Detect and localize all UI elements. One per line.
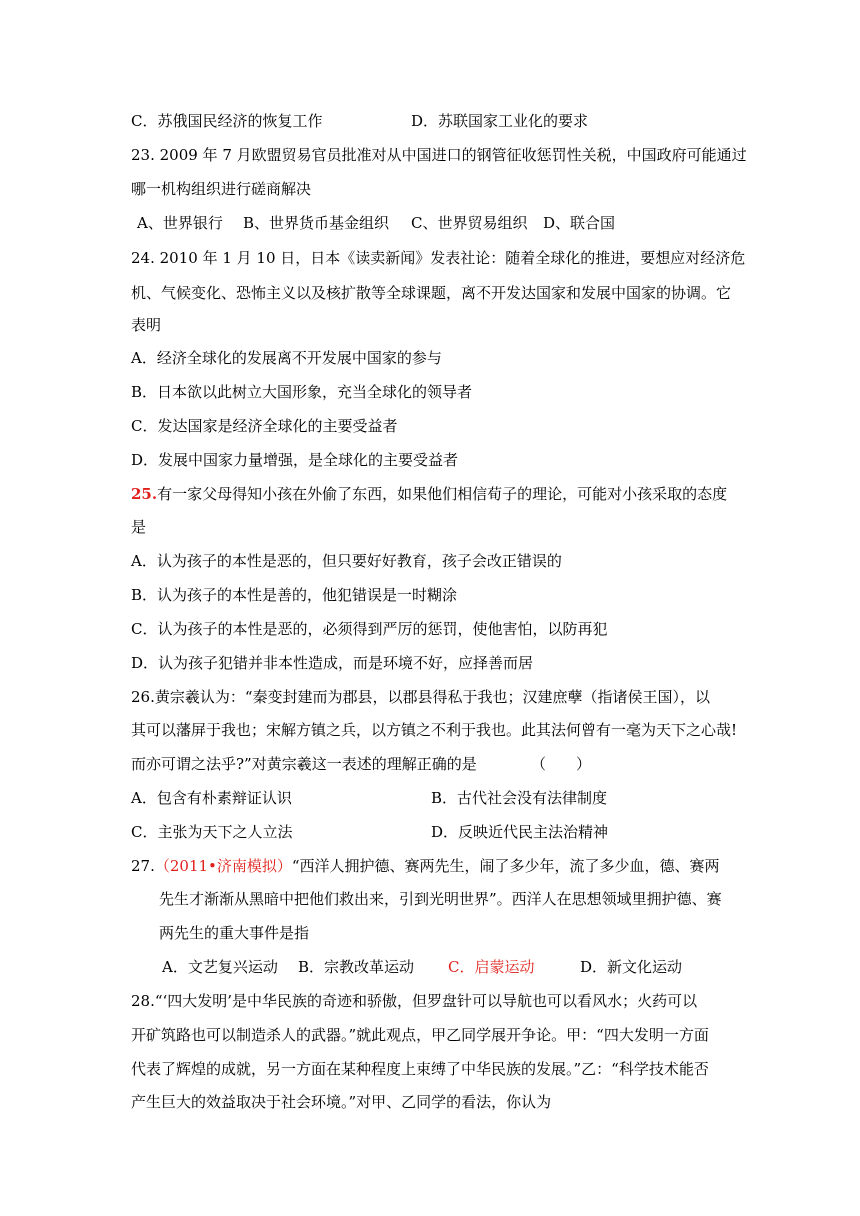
q25-number: 25. bbox=[131, 485, 158, 503]
q27-option-d: D．新文化运动 bbox=[580, 958, 683, 976]
q26-answer-bracket: （ ） bbox=[531, 755, 592, 773]
q24-option-c: C．发达国家是经济全球化的主要受益者 bbox=[131, 417, 398, 435]
q27-option-a: A．文艺复兴运动 bbox=[162, 958, 278, 976]
q24-stem-line3: 表明 bbox=[131, 316, 162, 334]
q25-option-c: C．认为孩子的本性是恶的，必须得到严厉的惩罚，使他害怕，以防再犯 bbox=[131, 620, 608, 638]
q26-stem-line3 bbox=[131, 755, 592, 773]
q27-stem-line2: 先生才渐渐从黑暗中把他们救出来，引到光明世界”。西洋人在思想领域里拥护德、赛 bbox=[159, 890, 722, 908]
q26-option-d: D．反映近代民主法治精神 bbox=[431, 823, 609, 841]
q26-stem-text: 而亦可谓之法乎?”对黄宗羲这一表述的理解正确的是 bbox=[131, 755, 477, 773]
q25-stem-text: 有一家父母得知小孩在外偷了东西，如果他们相信荀子的理论，可能对小孩采取的态度 bbox=[157, 485, 728, 503]
q27-number: 27. bbox=[131, 857, 155, 875]
q22-option-d: D．苏联国家工业化的要求 bbox=[411, 112, 589, 130]
q24-stem-line1: 24. 2010 年 1 月 10 日，日本《读卖新闻》发表社论：随着全球化的推进，要想应对经济危 bbox=[131, 249, 746, 267]
q24-option-d: D．发展中国家力量增强，是全球化的主要受益者 bbox=[131, 451, 459, 469]
q23-option-d: D、联合国 bbox=[543, 214, 616, 232]
q27-stem-line1 bbox=[131, 857, 720, 875]
q26-option-a: A．包含有朴素辩证认识 bbox=[131, 789, 292, 807]
q26-stem-line1: 26.黄宗羲认为：“秦变封建而为郡县，以郡县得私于我也；汉建庶孽（指诸侯王国），以 bbox=[131, 688, 711, 706]
q27-option-c: C．启蒙运动 bbox=[448, 958, 535, 976]
q23-option-c: C、世界贸易组织 bbox=[411, 214, 528, 232]
q28-stem-line4: 产生巨大的效益取决于社会环境。”对甲、乙同学的看法，你认为 bbox=[131, 1093, 552, 1111]
q27-stem-line3: 两先生的重大事件是指 bbox=[159, 924, 310, 942]
q26-option-c: C．主张为天下之人立法 bbox=[131, 823, 293, 841]
q24-stem-line2: 机、气候变化、恐怖主义以及核扩散等全球课题，离不开发达国家和发展中国家的协调。它 bbox=[131, 284, 732, 302]
q23-stem-line2: 哪一机构组织进行磋商解决 bbox=[131, 180, 312, 198]
q25-option-d: D．认为孩子犯错并非本性造成，而是环境不好，应择善而居 bbox=[131, 654, 534, 672]
q25-option-b: B．认为孩子的本性是善的，他犯错误是一时糊涂 bbox=[131, 586, 458, 604]
q27-source: （2011•济南模拟） bbox=[154, 857, 292, 875]
q27-stem-text: “西洋人拥护德、赛两先生，闹了多少年，流了多少血，德、赛两 bbox=[291, 857, 720, 875]
q28-stem-line2: 开矿筑路也可以制造杀人的武器。”就此观点，甲乙同学展开争论。甲：“四大发明一方面 bbox=[131, 1026, 709, 1044]
q23-stem-line1: 23. 2009 年 7 月欧盟贸易官员批准对从中国进口的钢管征收惩罚性关税，中国政府可能通过 bbox=[131, 146, 747, 164]
q24-option-a: A．经济全球化的发展离不开发展中国家的参与 bbox=[131, 349, 442, 367]
q25-stem-line1 bbox=[131, 485, 727, 503]
q22-option-c: C．苏俄国民经济的恢复工作 bbox=[131, 112, 323, 130]
q23-option-a: A、世界银行 bbox=[137, 214, 223, 232]
q23-option-b: B、世界货币基金组织 bbox=[243, 214, 390, 232]
q26-option-b: B．古代社会没有法律制度 bbox=[431, 789, 608, 807]
q28-stem-line3: 代表了辉煌的成就，另一方面在某种程度上束缚了中华民族的发展。”乙：“科学技术能否 bbox=[131, 1060, 709, 1078]
q25-option-a: A．认为孩子的本性是恶的，但只要好好教育，孩子会改正错误的 bbox=[131, 552, 562, 570]
q28-stem-line1: 28.“‘四大发明’是中华民族的奇迹和骄傲，但罗盘针可以导航也可以看风水；火药可以 bbox=[131, 992, 698, 1010]
q26-stem-line2: 其可以藩屏于我也；宋解方镇之兵，以方镇之不利于我也。此其法何曾有一毫为天下之心哉! bbox=[131, 721, 738, 739]
q25-stem-line2: 是 bbox=[131, 518, 147, 536]
q27-option-b: B．宗教改革运动 bbox=[298, 958, 415, 976]
q24-option-b: B．日本欲以此树立大国形象，充当全球化的领导者 bbox=[131, 383, 473, 401]
